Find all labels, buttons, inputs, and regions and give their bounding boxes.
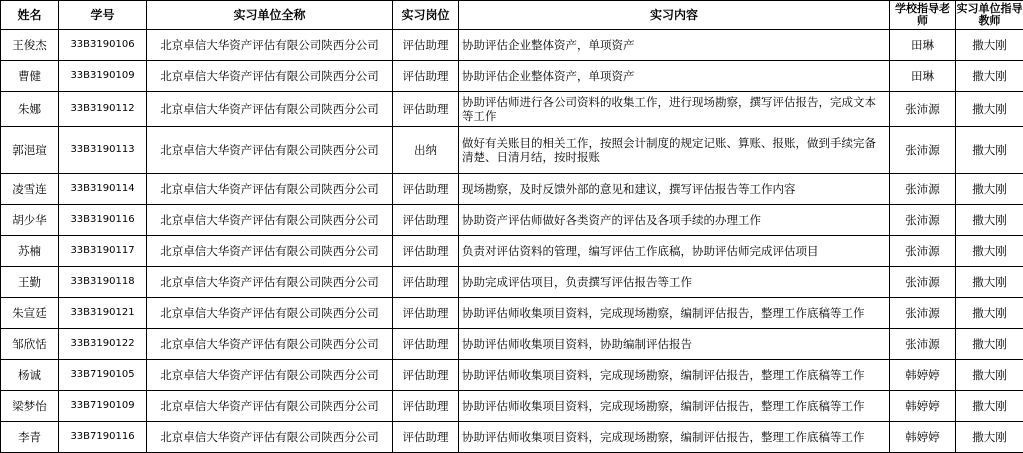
cell-company-teacher: 撒大刚: [956, 92, 1023, 127]
cell-content: 协助评估师进行各公司资料的收集工作，进行现场勘察，撰写评估报告，完成文本等工作: [459, 92, 890, 127]
cell-company-teacher: 撒大刚: [956, 360, 1023, 391]
cell-school-teacher: 张沛源: [890, 267, 956, 298]
table-row: [1, 174, 1023, 205]
cell-name: 王勤: [1, 267, 59, 298]
cell-school-teacher: 韩婷婷: [890, 360, 956, 391]
cell-company: 北京卓信大华资产评估有限公司陕西分公司: [147, 205, 393, 236]
cell-name: 苏楠: [1, 236, 59, 267]
header-content: 实习内容: [459, 1, 890, 30]
cell-id: 33B3190112: [59, 92, 147, 127]
cell-company: 北京卓信大华资产评估有限公司陕西分公司: [147, 30, 393, 61]
cell-company-teacher: 撒大刚: [956, 61, 1023, 92]
cell-content: 做好有关账目的相关工作，按照会计制度的规定记账、算账、报账，做到手续完备清楚、日清月结，按时报账: [459, 127, 890, 174]
cell-position: 评估助理: [393, 391, 459, 422]
cell-position: 评估助理: [393, 422, 459, 453]
cell-id: 33B3190122: [59, 329, 147, 360]
cell-position: 评估助理: [393, 61, 459, 92]
cell-company: 北京卓信大华资产评估有限公司陕西分公司: [147, 127, 393, 174]
cell-content: 负责对评估资料的管理，编写评估工作底稿，协助评估师完成评估项目: [459, 236, 890, 267]
cell-name: 梁梦怡: [1, 391, 59, 422]
table-row: [1, 422, 1023, 453]
cell-position: 评估助理: [393, 329, 459, 360]
cell-id: 33B3190121: [59, 298, 147, 329]
cell-name: 凌雪连: [1, 174, 59, 205]
cell-company-teacher: 撒大刚: [956, 174, 1023, 205]
cell-position: 评估助理: [393, 205, 459, 236]
table-row: [1, 30, 1023, 61]
cell-id: 33B7190109: [59, 391, 147, 422]
cell-school-teacher: 张沛源: [890, 205, 956, 236]
cell-name: 曹健: [1, 61, 59, 92]
cell-company-teacher: 撒大刚: [956, 127, 1023, 174]
cell-position: 评估助理: [393, 267, 459, 298]
table-row: [1, 329, 1023, 360]
cell-company: 北京卓信大华资产评估有限公司陕西分公司: [147, 298, 393, 329]
cell-id: 33B7190116: [59, 422, 147, 453]
cell-company-teacher: 撒大刚: [956, 30, 1023, 61]
cell-id: 33B3190116: [59, 205, 147, 236]
cell-company-teacher: 撒大刚: [956, 298, 1023, 329]
cell-company: 北京卓信大华资产评估有限公司陕西分公司: [147, 391, 393, 422]
cell-position: 出纳: [393, 127, 459, 174]
cell-company-teacher: 撒大刚: [956, 236, 1023, 267]
cell-content: 协助完成评估项目，负责撰写评估报告等工作: [459, 267, 890, 298]
cell-content: 协助评估师收集项目资料，完成现场勘察，编制评估报告，整理工作底稿等工作: [459, 298, 890, 329]
table-row: [1, 92, 1023, 127]
cell-company-teacher: 撒大刚: [956, 422, 1023, 453]
header-company-teacher: 实习单位指导教师: [956, 1, 1023, 30]
cell-school-teacher: 韩婷婷: [890, 422, 956, 453]
cell-school-teacher: 韩婷婷: [890, 391, 956, 422]
cell-company: 北京卓信大华资产评估有限公司陕西分公司: [147, 61, 393, 92]
table-row: [1, 360, 1023, 391]
cell-name: 李青: [1, 422, 59, 453]
cell-company: 北京卓信大华资产评估有限公司陕西分公司: [147, 236, 393, 267]
cell-school-teacher: 张沛源: [890, 298, 956, 329]
cell-position: 评估助理: [393, 236, 459, 267]
header-position: 实习岗位: [393, 1, 459, 30]
header-row: [1, 1, 1023, 30]
cell-school-teacher: 张沛源: [890, 236, 956, 267]
cell-position: 评估助理: [393, 30, 459, 61]
cell-company: 北京卓信大华资产评估有限公司陕西分公司: [147, 422, 393, 453]
cell-content: 协助评估师收集项目资料，完成现场勘察，编制评估报告，整理工作底稿等工作: [459, 360, 890, 391]
cell-company-teacher: 撒大刚: [956, 329, 1023, 360]
cell-school-teacher: 张沛源: [890, 329, 956, 360]
table-row: [1, 391, 1023, 422]
cell-content: 协助评估师收集项目资料，完成现场勘察，编制评估报告，整理工作底稿等工作: [459, 391, 890, 422]
table-row: [1, 127, 1023, 174]
cell-id: 33B3190118: [59, 267, 147, 298]
cell-name: 朱宣廷: [1, 298, 59, 329]
header-id: 学号: [59, 1, 147, 30]
cell-school-teacher: 张沛源: [890, 92, 956, 127]
cell-name: 郭浥瑄: [1, 127, 59, 174]
cell-name: 王俊杰: [1, 30, 59, 61]
cell-company: 北京卓信大华资产评估有限公司陕西分公司: [147, 174, 393, 205]
cell-id: 33B3190114: [59, 174, 147, 205]
cell-company: 北京卓信大华资产评估有限公司陕西分公司: [147, 92, 393, 127]
table-row: [1, 267, 1023, 298]
cell-id: 33B7190105: [59, 360, 147, 391]
cell-content: 协助评估企业整体资产，单项资产: [459, 30, 890, 61]
cell-name: 胡少华: [1, 205, 59, 236]
cell-position: 评估助理: [393, 298, 459, 329]
cell-school-teacher: 田琳: [890, 30, 956, 61]
table-row: [1, 205, 1023, 236]
cell-company: 北京卓信大华资产评估有限公司陕西分公司: [147, 360, 393, 391]
cell-position: 评估助理: [393, 92, 459, 127]
cell-content: 协助评估师收集项目资料，协助编制评估报告: [459, 329, 890, 360]
header-school-teacher: 学校指导老师: [890, 1, 956, 30]
cell-id: 33B3190109: [59, 61, 147, 92]
header-company: 实习单位全称: [147, 1, 393, 30]
cell-company-teacher: 撒大刚: [956, 205, 1023, 236]
cell-content: 协助评估企业整体资产，单项资产: [459, 61, 890, 92]
cell-position: 评估助理: [393, 174, 459, 205]
header-name: 姓名: [1, 1, 59, 30]
table-row: [1, 61, 1023, 92]
cell-content: 协助评估师收集项目资料，完成现场勘察，编制评估报告，整理工作底稿等工作: [459, 422, 890, 453]
cell-name: 邹欣恬: [1, 329, 59, 360]
cell-school-teacher: 田琳: [890, 61, 956, 92]
cell-id: 33B3190106: [59, 30, 147, 61]
cell-name: 朱娜: [1, 92, 59, 127]
cell-name: 杨诚: [1, 360, 59, 391]
cell-position: 评估助理: [393, 360, 459, 391]
cell-company-teacher: 撒大刚: [956, 267, 1023, 298]
cell-content: 现场勘察，及时反馈外部的意见和建议，撰写评估报告等工作内容: [459, 174, 890, 205]
table-row: [1, 298, 1023, 329]
cell-content: 协助资产评估师做好各类资产的评估及各项手续的办理工作: [459, 205, 890, 236]
cell-company: 北京卓信大华资产评估有限公司陕西分公司: [147, 267, 393, 298]
cell-id: 33B3190117: [59, 236, 147, 267]
table-row: [1, 236, 1023, 267]
cell-school-teacher: 张沛源: [890, 174, 956, 205]
cell-id: 33B3190113: [59, 127, 147, 174]
cell-company-teacher: 撒大刚: [956, 391, 1023, 422]
cell-school-teacher: 张沛源: [890, 127, 956, 174]
cell-company: 北京卓信大华资产评估有限公司陕西分公司: [147, 329, 393, 360]
